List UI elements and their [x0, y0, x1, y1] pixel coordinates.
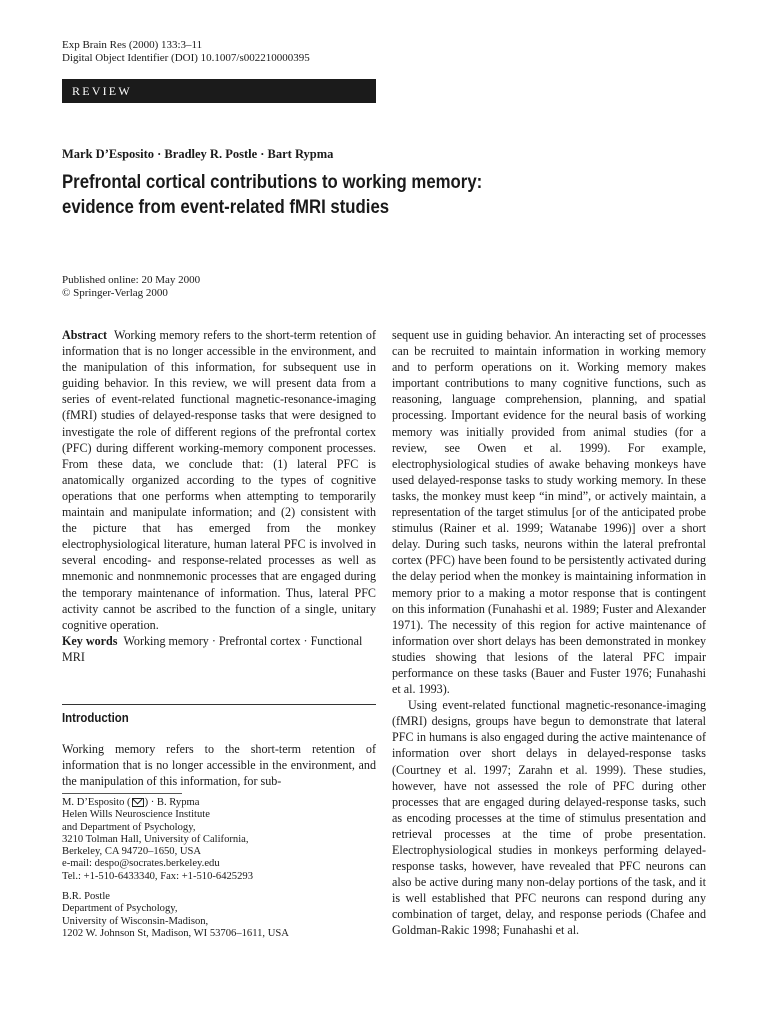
doi-line: Digital Object Identifier (DOI) 10.1007/s002210000395: [62, 51, 310, 64]
abstract-heading: Abstract: [62, 328, 108, 342]
keywords-paragraph: [62, 633, 376, 665]
abstract-text: Working memory refers to the short-term retention of information that is no longer accessible in the environment, and the manipulation of this information, for subsequent use in guiding behavior. In this review, we will present data from a series of event-related functional magnetic-resonance-imaging (fMRI) studies of delayed-response tasks that were designed to investigate the role of different regions of the prefrontal cortex (PFC) during different working-memory component processes. From these data, we conclude that: (1) lateral PFC is anatomically organized according to the types of cognitive operations that one performs when attempting to temporarily maintain and manipulate information; and (2) consistent with the picture that has emerged from the monkey electrophysiological literature, human lateral PFC is involved in several encoding- and response-related processes as well as mnemonic and nonmnemonic processes that are engaged during the temporary maintenance of information. Thus, lateral PFC activity cannot be ascribed to the function of a single, unitary cognitive operation.: [62, 328, 377, 632]
body-paragraph-2: Using event-related functional magnetic-resonance-imaging (fMRI) designs, groups have begun to demonstrate that lateral PFC in humans is also engaged during the active maintenance of information over short delays in delayed-response tasks (Courtney et al. 1997; Zarahn et al. 1999). These studies, however, have not assessed the role of PFC during other processes that are engaged during delayed-response tasks, such as encoding processes at the time of stimulus presentation and retrieval processes at the time of probe presentation. Electrophysiological studies in monkeys performing delayed-response tasks, however, have revealed that PFC neurons can also be active during many non-delay portions of the task, and it is well established that PFC neurons can respond during any combination of target, delay, and response periods (Chafee and Goldman-Rakic 1998; Funahashi et al.: [392, 698, 706, 938]
affiliation-2-department: Department of Psychology,: [62, 903, 178, 915]
affiliation-1-address: 3210 Tolman Hall, University of California,: [62, 833, 249, 845]
affiliation-2-address: 1202 W. Johnson St, Madison, WI 53706–1611, USA: [62, 927, 289, 939]
affiliation-1-city: Berkeley, CA 94720–1650, USA: [62, 846, 202, 858]
affiliation-1-names: [62, 797, 376, 809]
affiliations-footnote: [62, 797, 376, 940]
affiliation-1-institute: Helen Wills Neuroscience Institute: [62, 809, 210, 821]
article-title: [62, 170, 578, 220]
footnote-divider: [62, 793, 182, 794]
title-line-1: Prefrontal cortical contributions to working memory:: [62, 171, 483, 193]
affiliation-1-phone: Tel.: +1-510-6433340, Fax: +1-510-6425293: [62, 870, 253, 882]
body-paragraph-1: sequent use in guiding behavior. An interacting set of processes can be recruited to maintain information in working memory and to perform operations on it. Working memory makes important contributions to many cognitive functions, such as reasoning, language comprehension, planning, and spatial processing. Important evidence for the neural basis of working memory was initially provided from animal studies (for a review, see Owen et al. 1999). For example, electrophysiological studies of awake behaving monkeys have used delayed-response tasks to study working memory. In these tasks, the monkey must keep “in mind”, or actively maintain, a representation of the target stimulus [or of the anticipated probe stimulus (Rainer et al. 1999; Watanabe 1996)] over a short delay. During such tasks, neurons within the lateral prefrontal cortex (PFC) have been found to be persistently activated during the delay period when the monkey is maintaining information in memory prior to a making a motor response that is contingent on this information (Funahashi et al. 1989; Fuster and Alexander 1971). The necessity of this region for active maintenance of information over short delays has been demonstrated in monkey studies showing that lesions of the lateral PFC impair performance on these tasks (Bauer and Fuster 1976; Funahashi et al. 1993).: [392, 328, 706, 697]
published-date: Published online: 20 May 2000: [62, 274, 201, 286]
keywords-heading: Key words: [62, 633, 118, 648]
section-label: REVIEW: [62, 79, 376, 103]
introduction-section: [62, 741, 376, 789]
copyright-notice: © Springer-Verlag 2000: [62, 286, 168, 299]
keywords-text: Working memory · Prefrontal cortex · Functional MRI: [62, 633, 363, 664]
section-divider: [62, 704, 376, 705]
journal-reference: Exp Brain Res (2000) 133:3–11: [62, 39, 203, 51]
footnote-gap: [62, 883, 376, 891]
title-line-2: evidence from event-related fMRI studies: [62, 196, 390, 218]
affiliation-1-name-a: M. D’Esposito (: [62, 797, 131, 808]
introduction-heading: Introduction: [62, 710, 129, 725]
body-right-column: [392, 327, 706, 939]
corresponding-email[interactable]: e-mail: despo@socrates.berkeley.edu: [62, 858, 220, 870]
abstract-paragraph: [62, 327, 376, 633]
journal-citation: [62, 39, 310, 64]
abstract-section: [62, 327, 376, 665]
affiliation-2-name: B.R. Postle: [62, 891, 110, 903]
publication-info: [62, 274, 200, 299]
affiliation-2-university: University of Wisconsin-Madison,: [62, 915, 209, 927]
affiliation-1-department: and Department of Psychology,: [62, 821, 196, 833]
introduction-text: Working memory refers to the short-term retention of information that is no longer accessible in the environment, and the manipulation of this information, for sub-: [62, 742, 376, 789]
envelope-icon: [132, 798, 144, 807]
affiliation-1-name-b: ) · B. Rypma: [144, 797, 200, 808]
author-list: Mark D’Esposito · Bradley R. Postle · Bart Rypma: [62, 147, 334, 161]
